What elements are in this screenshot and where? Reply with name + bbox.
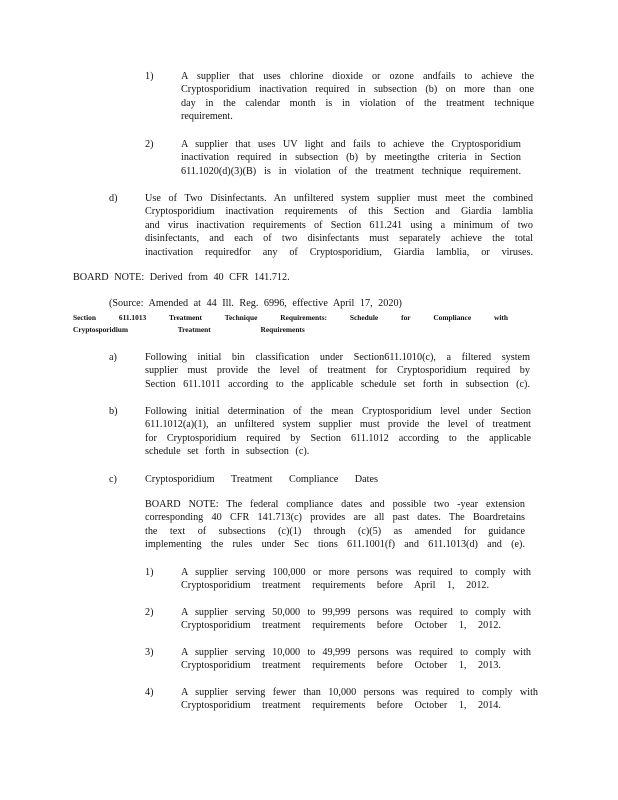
item-marker: 3) <box>145 647 154 658</box>
text-line: schedule set forth in subsection (c). <box>145 446 310 458</box>
text-line: day in the calendar month is in violation of the treatment technique <box>181 97 534 109</box>
paragraph-c3 <box>181 646 531 673</box>
paragraph-a <box>145 351 530 391</box>
subsection-marker: a) <box>109 352 117 363</box>
paragraph-e2 <box>181 138 521 178</box>
text-line: Use of Two Disinfectants. An unfiltered system supplier must meet the combined <box>145 193 533 204</box>
text-line: Section 611.1011 according to the applicable schedule set forth in subsection (c). <box>145 378 530 390</box>
paragraph-c2 <box>181 606 531 633</box>
paragraph-e1 <box>181 70 534 124</box>
paragraph-b <box>145 405 531 459</box>
text-line: implementing the rules under Sec tions 611.1001(f) and 611.1013(d) and (e). <box>145 539 525 551</box>
text-line: inactivation requiredfor any of Cryptosporidium, Giardia lamblia, or viruses. <box>145 246 533 258</box>
item-marker: 1) <box>145 71 154 82</box>
text-line: Following initial bin classification under Section611.1010(c), a filtered system <box>145 352 530 363</box>
text-line: A supplier serving fewer than 10,000 persons was required to comply with <box>181 687 538 698</box>
text-line: requirement. <box>181 111 233 123</box>
item-marker: 2) <box>145 139 154 150</box>
board-note-c <box>145 498 525 552</box>
heading-line: Cryptosporidium Treatment Requirements <box>73 325 305 334</box>
text-line: corresponding 40 CFR 141.713(c) provides are all past dates. The Boardretains <box>145 512 525 524</box>
text-line: BOARD NOTE: Derived from 40 CFR 141.712. <box>73 272 290 283</box>
source-note <box>109 297 402 310</box>
text-line: Cryptosporidium Treatment Compliance Dates <box>145 474 378 485</box>
heading-line: Section 611.1013 Treatment Technique Requirements: Schedule for Compliance with <box>73 313 508 322</box>
text-line: Cryptosporidium inactivation requirements of this Section and Giardia lamblia <box>145 206 533 218</box>
text-line: A supplier serving 10,000 to 49,999 persons was required to comply with <box>181 647 531 658</box>
text-line: inactivation required in subsection (b) by meetingthe criteria in Section <box>181 152 521 164</box>
subsection-marker: b) <box>109 406 118 417</box>
text-line: the text of subsections (c)(1) through (c)(5) as amended for guidance <box>145 525 525 537</box>
text-line: BOARD NOTE: The federal compliance dates and possible two -year extension <box>145 499 525 510</box>
paragraph-c4 <box>181 686 538 713</box>
board-note <box>73 271 290 284</box>
text-line: supplier must provide the level of treatment for Cryptosporidium required by <box>145 365 530 377</box>
text-line: and virus inactivation requirements of Section 611.241 using a minimum of two <box>145 219 533 231</box>
text-line: Following initial determination of the mean Cryptosporidium level under Section <box>145 406 531 417</box>
text-line: for Cryptosporidium required by Section 611.1012 according to the applicable <box>145 432 531 444</box>
text-line: (Source: Amended at 44 Ill. Reg. 6996, effective April 17, 2020) <box>109 298 402 309</box>
paragraph-c1 <box>181 566 531 593</box>
text-line: A supplier serving 100,000 or more persons was required to comply with <box>181 567 531 578</box>
text-line: Cryptosporidium inactivation required in subsection (b) on more than one <box>181 84 534 96</box>
section-heading <box>73 312 508 336</box>
text-line: 611.1012(a)(1), an unfiltered system supplier must provide the level of treatment <box>145 419 531 431</box>
subsection-c-title <box>145 473 378 486</box>
text-line: A supplier that uses chlorine dioxide or ozone andfails to achieve the <box>181 71 534 82</box>
item-marker: 4) <box>145 687 154 698</box>
text-line: A supplier serving 50,000 to 99,999 persons was required to comply with <box>181 607 531 618</box>
text-line: Cryptosporidium treatment requirements before October 1, 2013. <box>181 660 501 672</box>
item-marker: 2) <box>145 607 154 618</box>
text-line: Cryptosporidium treatment requirements before October 1, 2014. <box>181 700 501 712</box>
text-line: 611.1020(d)(3)(B) is in violation of the treatment technique requirement. <box>181 165 521 177</box>
text-line: Cryptosporidium treatment requirements before April 1, 2012. <box>181 580 490 592</box>
text-line: disinfectants, and each of two disinfectants must separately achieve the total <box>145 233 533 245</box>
text-line: A supplier that uses UV light and fails to achieve the Cryptosporidium <box>181 139 521 150</box>
paragraph-d <box>145 192 533 259</box>
item-marker: 1) <box>145 567 154 578</box>
text-line: Cryptosporidium treatment requirements before October 1, 2012. <box>181 620 501 632</box>
subsection-marker: c) <box>109 474 117 485</box>
subsection-marker: d) <box>109 193 118 204</box>
